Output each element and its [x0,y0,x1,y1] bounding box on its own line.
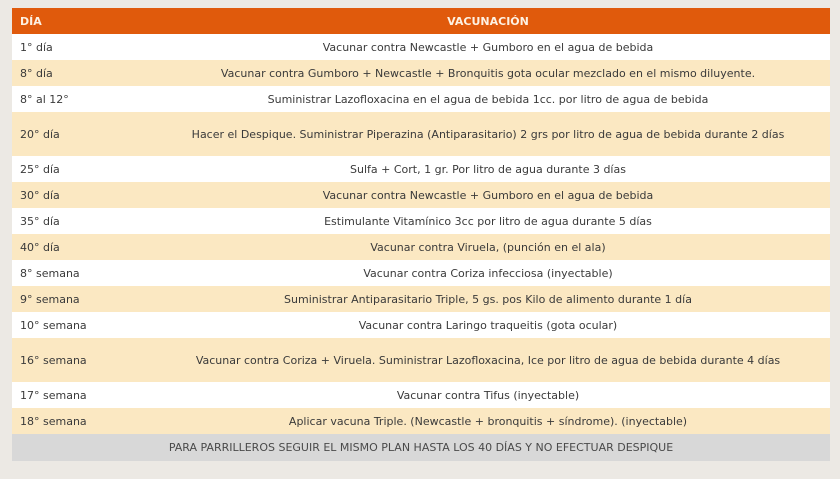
column-header-day: DÍA [12,8,146,34]
task-cell: Vacunar contra Coriza + Viruela. Suministrar Lazofloxacina, Ice por litro de agua de bebida durante 4 días [146,338,830,382]
table-row [12,382,830,408]
table-row [12,182,830,208]
table-row [12,338,830,382]
task-cell: Vacunar contra Viruela, (punción en el ala) [146,234,830,260]
day-cell: 18° semana [12,408,146,434]
vaccination-schedule [12,8,830,461]
task-cell: Hacer el Despique. Suministrar Piperazina (Antiparasitario) 2 grs por litro de agua de bebida durante 2 días [146,112,830,156]
day-cell: 16° semana [12,338,146,382]
day-cell: 35° día [12,208,146,234]
day-cell: 9° semana [12,286,146,312]
day-cell: 17° semana [12,382,146,408]
vaccination-table [12,8,830,461]
day-cell: 10° semana [12,312,146,338]
broiler-note: PARA PARRILLEROS SEGUIR EL MISMO PLAN HASTA LOS 40 DÍAS Y NO EFECTUAR DESPIQUE [12,434,830,461]
day-cell: 30° día [12,182,146,208]
day-cell: 40° día [12,234,146,260]
table-row [12,408,830,434]
task-cell: Vacunar contra Newcastle + Gumboro en el agua de bebida [146,34,830,60]
table-row [12,312,830,338]
task-cell: Vacunar contra Tifus (inyectable) [146,382,830,408]
table-row [12,112,830,156]
table-row [12,156,830,182]
task-cell: Aplicar vacuna Triple. (Newcastle + bronquitis + síndrome). (inyectable) [146,408,830,434]
day-cell: 20° día [12,112,146,156]
task-cell: Vacunar contra Gumboro + Newcastle + Bronquitis gota ocular mezclado en el mismo diluyente. [146,60,830,86]
table-row [12,260,830,286]
day-cell: 1° día [12,34,146,60]
day-cell: 8° al 12° [12,86,146,112]
task-cell: Sulfa + Cort, 1 gr. Por litro de agua durante 3 días [146,156,830,182]
task-cell: Vacunar contra Coriza infecciosa (inyectable) [146,260,830,286]
table-row [12,60,830,86]
day-cell: 25° día [12,156,146,182]
table-row [12,208,830,234]
task-cell: Estimulante Vitamínico 3cc por litro de agua durante 5 días [146,208,830,234]
task-cell: Suministrar Lazofloxacina en el agua de bebida 1cc. por litro de agua de bebida [146,86,830,112]
day-cell: 8° día [12,60,146,86]
table-row [12,286,830,312]
table-row [12,86,830,112]
table-footer-row [12,434,830,461]
table-row [12,34,830,60]
task-cell: Vacunar contra Newcastle + Gumboro en el agua de bebida [146,182,830,208]
task-cell: Suministrar Antiparasitario Triple, 5 gs. pos Kilo de alimento durante 1 día [146,286,830,312]
column-header-vaccination: VACUNACIÓN [146,8,830,34]
table-header-row [12,8,830,34]
day-cell: 8° semana [12,260,146,286]
table-row [12,234,830,260]
task-cell: Vacunar contra Laringo traqueitis (gota ocular) [146,312,830,338]
